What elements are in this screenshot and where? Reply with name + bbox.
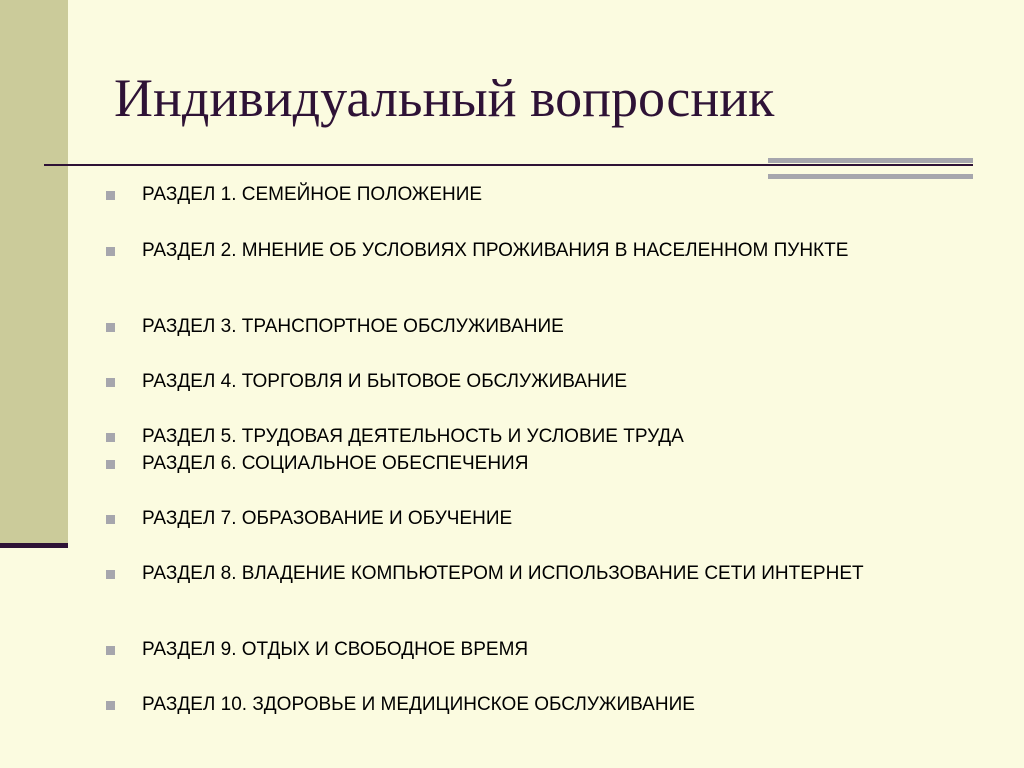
section-label: РАЗДЕЛ 2. МНЕНИЕ ОБ УСЛОВИЯХ ПРОЖИВАНИЯ В НАСЕЛЕННОМ ПУНКТЕ	[142, 240, 849, 261]
section-item	[106, 426, 946, 447]
section-item	[106, 316, 946, 337]
square-bullet-icon	[106, 460, 115, 469]
section-label: РАЗДЕЛ 3. ТРАНСПОРТНОЕ ОБСЛУЖИВАНИЕ	[142, 316, 564, 337]
section-item	[106, 508, 946, 529]
section-label: РАЗДЕЛ 5. ТРУДОВАЯ ДЕЯТЕЛЬНОСТЬ И УСЛОВИЕ ТРУДА	[142, 426, 684, 447]
section-item	[106, 184, 946, 205]
section-label: РАЗДЕЛ 4. ТОРГОВЛЯ И БЫТОВОЕ ОБСЛУЖИВАНИЕ	[142, 371, 628, 392]
section-label: РАЗДЕЛ 10. ЗДОРОВЬЕ И МЕДИЦИНСКОЕ ОБСЛУЖИВАНИЕ	[142, 694, 695, 715]
accent-bar-top	[768, 158, 973, 163]
square-bullet-icon	[106, 247, 115, 256]
left-decorative-band	[0, 0, 68, 546]
section-item	[106, 639, 946, 660]
square-bullet-icon	[106, 433, 115, 442]
section-label: РАЗДЕЛ 7. ОБРАЗОВАНИЕ И ОБУЧЕНИЕ	[142, 508, 513, 529]
section-item	[106, 453, 946, 474]
section-item	[106, 371, 946, 392]
square-bullet-icon	[106, 191, 115, 200]
slide-title: Индивидуальный вопросник	[114, 68, 775, 128]
section-label: РАЗДЕЛ 8. ВЛАДЕНИЕ КОМПЬЮТЕРОМ И ИСПОЛЬЗОВАНИЕ СЕТИ ИНТЕРНЕТ	[142, 563, 864, 584]
left-band-bottom-rule	[0, 543, 68, 548]
title-underline-rule	[44, 164, 973, 166]
accent-bar-bottom	[768, 174, 973, 179]
square-bullet-icon	[106, 378, 115, 387]
section-item	[106, 563, 946, 584]
section-label: РАЗДЕЛ 6. СОЦИАЛЬНОЕ ОБЕСПЕЧЕНИЯ	[142, 453, 529, 474]
section-label: РАЗДЕЛ 9. ОТДЫХ И СВОБОДНОЕ ВРЕМЯ	[142, 639, 529, 660]
square-bullet-icon	[106, 701, 115, 710]
square-bullet-icon	[106, 646, 115, 655]
square-bullet-icon	[106, 570, 115, 579]
square-bullet-icon	[106, 515, 115, 524]
section-item	[106, 694, 946, 715]
section-label: РАЗДЕЛ 1. СЕМЕЙНОЕ ПОЛОЖЕНИЕ	[142, 184, 483, 205]
square-bullet-icon	[106, 323, 115, 332]
section-item	[106, 240, 946, 261]
